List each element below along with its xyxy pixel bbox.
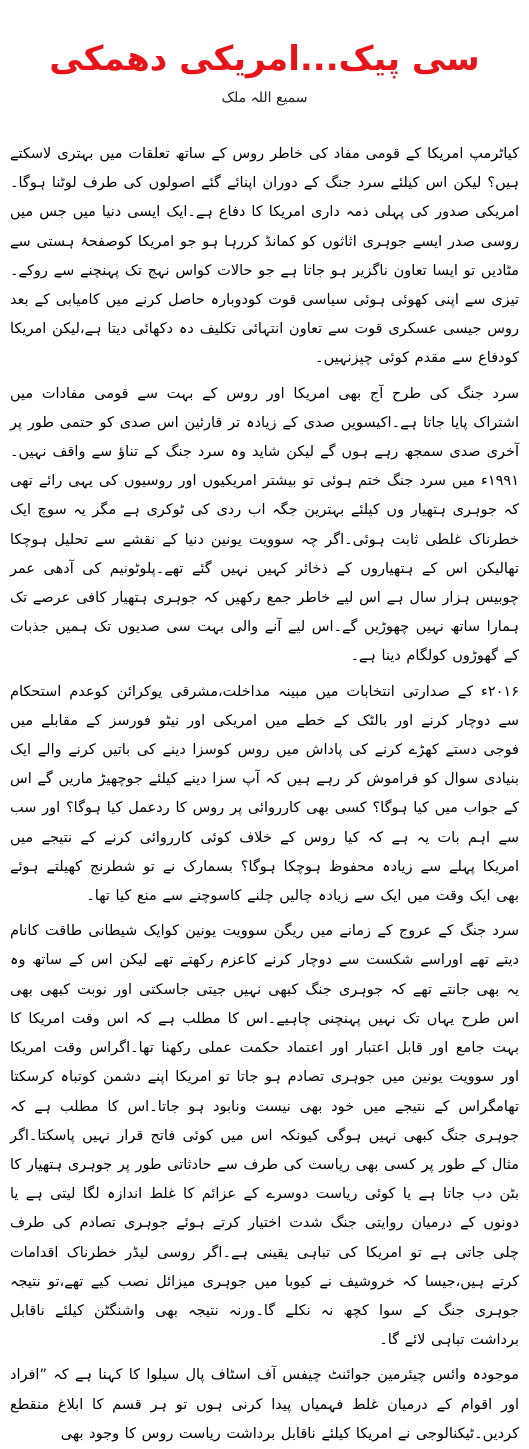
paragraph-2: سرد جنگ کی طرح آج بھی امریکا اور روس کے بہت سے قومی مفادات میں اشتراک پایا جاتا ہے۔اکیسویں صدی کے زیادہ تر قارئین اس صدی کو حتمی طور پر آخری صدی سمجھ رہے ہوں گے لیکن شاید وہ سرد جنگ کے تناؤ سے واقف نہیں۔۱۹۹۱ء میں سرد جنگ ختم ہوئی تو بیشتر امریکیوں اور روسیوں کی یہی رائے تھی کہ جوہری ہتھیار وں کیلئے بہترین جگہ اب ردی کی ٹوکری ہے مگر یہ سوچ ایک خطرناک غلطی ثابت ہوئی۔اگر چہ سوویت یونین دنیا کے نقشے سے تحلیل ہوچکا تھالیکن اس کے ہتھیاروں کے ذخائر کہیں نہیں گئے تھے۔پلوٹونیم کی آدھی عمر چوبیس ہزار سال ہے اس لیے خاطر جمع رکھیں کہ جوہری ہتھیار کافی عرصے تک ہمارا ساتھ نہیں چھوڑیں گے۔اس لیے آنے والی بہت سی صدیوں تک ہمیں جذبات کے گھوڑوں کولگام دینا ہے۔	[10, 385, 519, 665]
paragraph-4: سرد جنگ کے عروج کے زمانے میں ریگن سوویت یونین کوایک شیطانی طاقت کانام دیتے تھے اوراسے شکست سے دوچار کرنے کاعزم رکھتے تھے لیکن اس کے ساتھ وہ یہ بھی جانتے تھے کہ جوہری جنگ کبھی نہیں جیتی جاسکتی اور نوبت کبھی بھی اس طرح یہاں تک نہیں پہنچنی چاہیے۔اس کا مطلب ہے کہ اس وقت امریکا کا بہت جامع اور قابل اعتبار اور اعتماد حکمت عملی رکھنا تھا۔اگراس وقت امریکا اور سوویت یونین میں جوہری تصادم ہو جاتا تو امریکا اپنے دشمن کوتباہ کرسکتا تھامگراس کے نتیجے میں خود بھی نیست ونابود ہو جاتا۔اس کا مطلب ہے کہ جوہری جنگ کبھی نہیں ہوگی کیونکہ اس میں کوئی فاتح قرار نہیں پاسکتا۔اگر مثال کے طور پر کسی بھی ریاست کی طرف سے حادثاتی طور پر جوہری ہتھیار کا بٹن دب جاتا ہے یا کوئی ریاست دوسرے کے عزائم کا غلط اندازہ لگا لیتی ہے یا دونوں کے درمیان روایتی جنگ شدت اختیار کرتے ہوئے جوہری تصادم کی طرف چلی جاتی ہے تو امریکا کی تباہی یقینی ہے۔اگر روسی لیڈر خطرناک اقدامات کرتے ہیں،جیسا کہ خروشیف نے کیوبا میں جوہری میزائل نصب کیے تھے،تو نتیجہ جوہری جنگ کے سوا کچھ نہ نکلے گا۔ورنہ نتیجہ بھی واشنگٹن کیلئے ناقابل برداشت تباہی لائے گا۔	[10, 923, 519, 1349]
author-byline: سمیع اللہ ملک	[221, 90, 308, 106]
article-title: سی پیک...امریکی دھمکی	[49, 39, 480, 79]
paragraph-3: ۲۰۱۶ء کے صدارتی انتخابات میں مبینہ مداخلت،مشرقی یوکرائن کوعدم استحکام سے دوچار کرنے اور بالٹک کے خطے میں امریکی اور نیٹو فورسز کے مقابلے میں فوجی دستے کھڑے کرنے کی پاداش میں روس کوسزا دینے کی باتیں کرنے والے ایک بنیادی سوال کو فراموش کر رہے ہیں کہ آپ سزا دینے کیلئے جوچھیڑ ماریں گے اس کے جواب میں کیا ہوگا؟ کسی بھی کارروائی پر روس کا ردعمل کیا ہوگا؟ اور سب سے اہم بات یہ ہے کہ کیا روس کے خلاف کوئی کارروائی کرنے کے نتیجے میں امریکا پہلے سے زیادہ محفوظ ہوچکا ہوگا؟ بسمارک نے تو شطرنج کھیلتے ہوئے بھی ایک وقت میں ایک سے زیادہ چالیں چلنے کاسوچنے سے منع کیا تھا۔	[10, 683, 519, 905]
article-body	[10, 140, 519, 1449]
paragraph-1: کیاٹرمپ امریکا کے قومی مفاد کی خاطر روس کے ساتھ تعلقات میں بہتری لاسکتے ہیں؟ لیکن اس کیلئے سرد جنگ کے دوران اپنائے گئے اصولوں کی طرف لوٹنا ہوگا۔امریکی صدور کی پہلی ذمہ داری امریکا کا دفاع ہے۔ایک ایسی دنیا میں جس میں روسی صدر ایسے جوہری اثاثوں کو کمانڈ کررہا ہو جو امریکا کوصفحۂ ہستی سے مٹادیں تو ایسا تعاون ناگزیر ہو جاتا ہے جو حالات کواس نہج تک پہنچنے سے روکے۔تیزی سے اپنی کھوئی ہوئی سیاسی قوت کودوبارہ حاصل کرنے میں کامیابی کے بعد روس جیسی عسکری قوت سے تعاون انتہائی تکلیف دہ دکھائی دیتا ہے،لیکن امریکا کودفاع سے مقدم کوئی چیزنہیں۔	[10, 146, 519, 367]
article-page	[0, 36, 529, 1442]
paragraph-5: موجودہ وائس چیئرمین جوائنٹ چیفس آف اسٹاف پال سیلوا کا کہنا ہے کہ ”افراد اور اقوام کے درمیان غلط فہمیاں پیدا کرنی ہوں تو ہر قسم کا ابلاغ منقطع کردیں۔ٹیکنالوجی نے امریکا کیلئے ناقابل برداشت ریاست روس کا وجود بھی	[10, 1367, 519, 1442]
